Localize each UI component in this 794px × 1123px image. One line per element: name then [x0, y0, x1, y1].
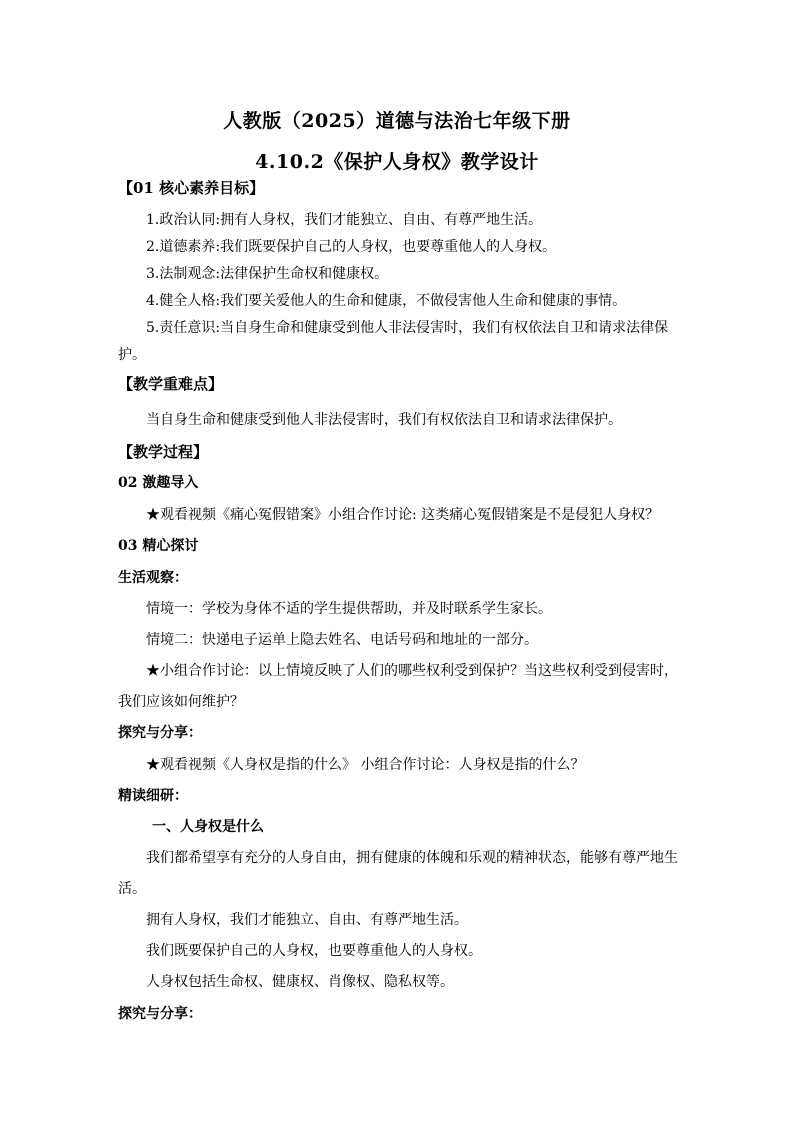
- paragraph: 人身权包括生命权、健康权、肖像权、隐私权等。: [146, 974, 454, 990]
- goal-item: 4.健全人格:我们要关爱他人的生命和健康，不做侵害他人生命和健康的事情。: [146, 293, 627, 309]
- scene-one: 情境一：学校为身体不适的学生提供帮助，并及时联系学生家长。: [146, 601, 552, 617]
- section-heading-process: 【教学过程】: [118, 443, 209, 461]
- section-heading-key-points: 【教学重难点】: [118, 375, 224, 393]
- goal-item: 5.责任意识:当自身生命和健康受到他人非法侵害时，我们有权依法自卫和请求法律保: [146, 320, 669, 336]
- discussion-prompt: ★小组合作讨论：以上情境反映了人们的哪些权利受到保护？当这些权利受到侵害时，: [146, 663, 678, 679]
- section-heading-core-goals: 【01 核心素养目标】: [118, 179, 265, 197]
- subheading-life-observation: 生活观察：: [118, 570, 188, 586]
- intro-activity: ★观看视频《痛心冤假错案》小组合作讨论: 这类痛心冤假错案是不是侵犯人身权？: [146, 507, 660, 523]
- document-title: 人教版（2025）道德与法治七年级下册: [223, 110, 571, 132]
- subheading-close-reading: 精读细研：: [118, 788, 188, 804]
- paragraph: 拥有人身权，我们才能独立、自由、有尊严地生活。: [146, 912, 468, 928]
- key-point-text: 当自身生命和健康受到他人非法侵害时，我们有权依法自卫和请求法律保护。: [146, 412, 622, 428]
- goal-item-continuation: 护。: [118, 347, 146, 363]
- goal-item: 1.政治认同:拥有人身权，我们才能独立、自由、有尊严地生活。: [146, 212, 543, 228]
- lesson-title: 4.10.2《保护人身权》教学设计: [255, 151, 539, 173]
- scene-two: 情境二：快递电子运单上隐去姓名、电话号码和地址的一部分。: [146, 632, 538, 648]
- paragraph: 我们既要保护自己的人身权，也要尊重他人的人身权。: [146, 943, 482, 959]
- subheading-explore-share: 探究与分享：: [118, 725, 202, 741]
- goal-item: 2.道德素养:我们既要保护自己的人身权，也要尊重他人的人身权。: [146, 239, 557, 255]
- part-heading-what-is-personal-right: 一、人身权是什么: [152, 819, 264, 835]
- step-heading-explore: 03 精心探讨: [118, 538, 199, 554]
- goal-item: 3.法制观念:法律保护生命权和健康权。: [146, 266, 389, 282]
- paragraph: 我们都希望享有充分的人身自由，拥有健康的体魄和乐观的精神状态，能够有尊严地生: [146, 850, 678, 866]
- explore-activity: ★观看视频《人身权是指的什么》 小组合作讨论：人身权是指的什么？: [146, 757, 585, 773]
- subheading-explore-share-2: 探究与分享：: [118, 1006, 202, 1022]
- paragraph-continuation: 活。: [118, 881, 146, 897]
- step-heading-intro: 02 激趣导入: [118, 475, 199, 491]
- discussion-prompt-continuation: 我们应该如何维护？: [118, 694, 244, 710]
